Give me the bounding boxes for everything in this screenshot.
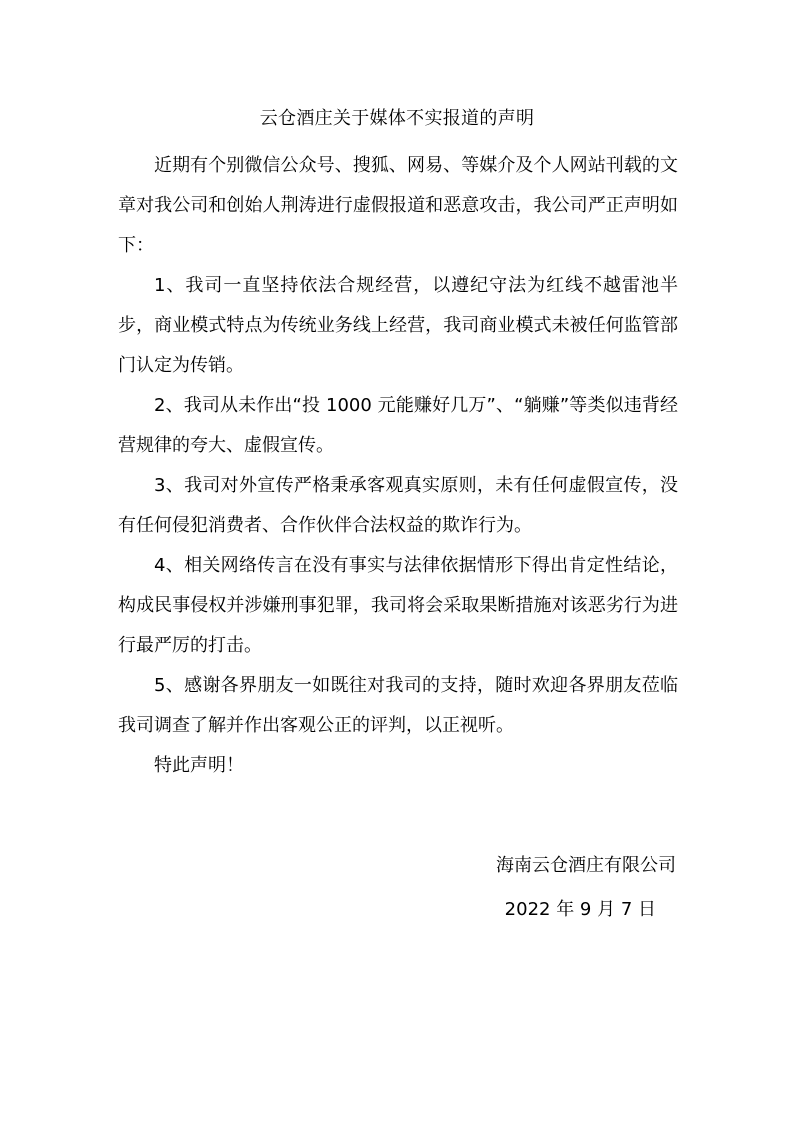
signature-company: 海南云仓酒庄有限公司 xyxy=(496,855,676,876)
intro-paragraph: 近期有个别微信公众号、搜狐、网易、等媒介及个人网站刊载的文章对我公司和创始人荆涛进行虚假报道和恶意攻击，我公司严正声明如下： xyxy=(118,155,678,256)
signature-date: 2022 年 9 月 7 日 xyxy=(504,899,656,920)
point-4-paragraph: 4、相关网络传言在没有事实与法律依据情形下得出肯定性结论，构成民事侵权并涉嫌刑事犯罪，我司将会采取果断措施对该恶劣行为进行最严厉的打击。 xyxy=(118,555,678,656)
closing-statement: 特此声明！ xyxy=(154,755,244,776)
point-3-paragraph: 3、我司对外宣传严格秉承客观真实原则，未有任何虚假宣传，没有任何侵犯消费者、合作伙伴合法权益的欺诈行为。 xyxy=(118,475,678,536)
point-5-paragraph: 5、感谢各界朋友一如既往对我司的支持，随时欢迎各界朋友莅临我司调查了解并作出客观公正的评判，以正视听。 xyxy=(118,675,678,736)
document-title: 云仓酒庄关于媒体不实报道的声明 xyxy=(259,108,535,129)
point-2-paragraph: 2、我司从未作出“投 1000 元能赚好几万”、“躺赚”等类似违背经营规律的夸大、虚假宣传。 xyxy=(118,395,678,456)
point-1-paragraph: 1、我司一直坚持依法合规经营，以遵纪守法为红线不越雷池半步，商业模式特点为传统业务线上经营，我司商业模式未被任何监管部门认定为传销。 xyxy=(118,275,678,376)
